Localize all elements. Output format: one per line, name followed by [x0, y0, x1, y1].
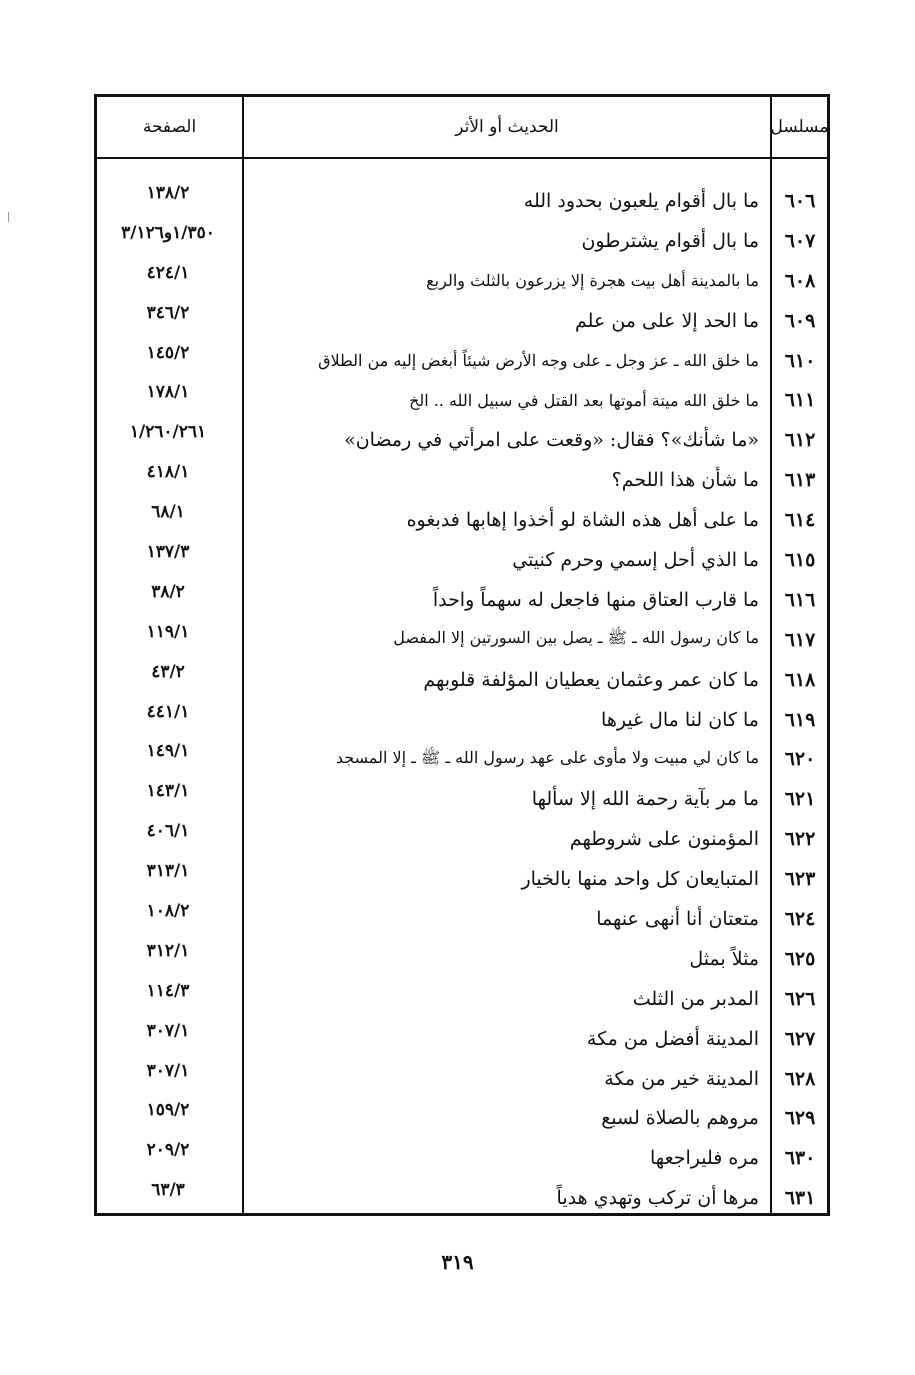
page-number: ٣١٩ [441, 1250, 474, 1274]
serial-cell: ٦٢١ [784, 788, 816, 811]
page-ref-cell: ٣١٢/١ [146, 940, 190, 961]
page-ref-cell: ٣١٣/١ [146, 861, 190, 882]
page-ref-cell: ١٣٧/٣ [146, 541, 190, 562]
hadith-text-cell: ما بال أقوام يشترطون [581, 229, 759, 252]
page-ref-cell: ٣٤٦/٢ [146, 302, 190, 323]
serial-cell: ٦٢٥ [784, 947, 816, 970]
hadith-text-cell: ما كان لي مبيت ولا مأوى على عهد رسول الله ـ ﷺ ـ إلا المسجد [335, 747, 759, 767]
serial-cell: ٦١٠ [784, 349, 816, 372]
serial-cell: ٦٢٨ [784, 1067, 816, 1090]
page-ref-cell: ١١٩/١ [146, 621, 190, 642]
header-hadith-column: الحديث أو الأثر [455, 117, 559, 137]
page-ref-cell: ٣٠٧/١ [146, 1060, 190, 1081]
serial-cell: ٦٢٦ [784, 987, 816, 1010]
serial-cell: ٦٠٨ [784, 269, 816, 292]
serial-cell: ٦٢٩ [784, 1107, 816, 1130]
serial-cell: ٦٢٣ [784, 868, 816, 891]
hadith-text-cell: المدينة أفضل من مكة [586, 1027, 759, 1050]
serial-cell: ٦٠٦ [784, 189, 816, 212]
hadith-text-cell: مره فليراجعها [650, 1147, 759, 1170]
serial-cell: ٦١٨ [784, 668, 816, 691]
header-serial-column: مسلسل [770, 117, 829, 137]
hadith-text-cell: ما كان لنا مال غيرها [601, 708, 759, 731]
page-ref-cell: ٦٨/١ [151, 502, 185, 523]
serial-cell: ٦١٢ [784, 429, 816, 452]
page-ref-cell: ٦٣/٣ [151, 1180, 185, 1201]
page-ref-cell: ٤٤١/١ [146, 701, 190, 722]
hadith-text-cell: ما كان عمر وعثمان يعطيان المؤلفة قلوبهم [423, 668, 759, 691]
serial-cell: ٦١٤ [784, 509, 816, 532]
serial-cell: ٦١٥ [784, 548, 816, 571]
serial-cell: ٦٠٧ [784, 229, 816, 252]
page-ref-cell: ١/٣٥٠و٣/١٢٦ [121, 222, 215, 243]
hadith-index-table [94, 94, 830, 1216]
page-ref-cell: ١٣٨/٢ [146, 182, 190, 203]
hadith-text-cell: ما بال أقوام يلعبون بحدود الله [523, 189, 759, 212]
page-ref-cell: ٤٢٤/١ [146, 262, 190, 283]
margin-mark [8, 212, 9, 222]
hadith-text-cell: مرها أن تركب وتهدي هدياً [556, 1187, 759, 1210]
hadith-text-cell: متعتان أنا أنهى عنهما [596, 907, 759, 930]
serial-cell: ٦١٧ [784, 628, 816, 651]
page-ref-cell: ٢٠٩/٢ [146, 1140, 190, 1161]
hadith-text-cell: ما كان رسول الله ـ ﷺ ـ يصل بين السورتين إلا المفصل [393, 628, 759, 648]
serial-cell: ٦٣١ [784, 1187, 816, 1210]
page-ref-cell: ١٤٣/١ [146, 781, 190, 802]
hadith-text-cell: مروهم بالصلاة لسبع [601, 1107, 759, 1130]
hadith-text-cell: ما قارب العتاق منها فاجعل له سهماً واحداً [432, 588, 759, 611]
page-ref-cell: ٣٨/٢ [151, 581, 185, 602]
serial-cell: ٦١٦ [784, 588, 816, 611]
page-ref-cell: ٣٠٧/١ [146, 1020, 190, 1041]
serial-cell: ٦٣٠ [784, 1147, 816, 1170]
hadith-text-cell: ما شأن هذا اللحم؟ [611, 469, 759, 492]
hadith-text-cell: مثلاً بمثل [689, 947, 759, 970]
hadith-text-cell: المدينة خير من مكة [604, 1067, 759, 1090]
hadith-text-cell: ما خلق الله ـ عز وجل ـ على وجه الأرض شيئاً أبغض إليه من الطلاق [318, 351, 759, 370]
page-ref-cell: ١٠٨/٢ [146, 900, 190, 921]
hadith-text-cell: ما خلق الله ميتة أموتها بعد القتل في سبيل الله .. الخ [408, 390, 759, 410]
header-divider [97, 157, 827, 159]
header-page-column: الصفحة [142, 117, 197, 137]
page-ref-cell: ١٥٩/٢ [146, 1100, 190, 1121]
serial-cell: ٦١٣ [784, 469, 816, 492]
page-ref-cell: ١١٤/٣ [146, 980, 190, 1001]
page-ref-cell: ١٤٥/٢ [146, 342, 190, 363]
serial-cell: ٦٢٧ [784, 1027, 816, 1050]
hadith-text-cell: ما بالمدينة أهل بيت هجرة إلا يزرعون بالثلث والربع [426, 271, 759, 291]
hadith-text-cell: المدبر من الثلث [632, 987, 759, 1010]
page-ref-cell: ١٧٨/١ [146, 382, 190, 403]
page-ref-cell: ١٤٩/١ [146, 741, 190, 762]
page-ref-cell: ٤٠٦/١ [146, 821, 190, 842]
hadith-text-cell: ما مر بآية رحمة الله إلا سألها [531, 788, 759, 811]
serial-cell: ٦٢٤ [784, 907, 816, 930]
serial-cell: ٦٠٩ [784, 309, 816, 332]
serial-cell: ٦١١ [784, 389, 816, 412]
serial-cell: ٦٢٠ [784, 748, 816, 771]
hadith-text-cell: «ما شأنك»؟ فقال: «وقعت على امرأتي في رمضان» [344, 429, 759, 452]
table-row [97, 1178, 827, 1218]
serial-cell: ٦٢٢ [784, 828, 816, 851]
page-ref-cell: ٤٣/٢ [151, 661, 185, 682]
page-ref-cell: ١/٢٦٠/٢٦١ [129, 422, 207, 443]
table-body [97, 181, 827, 1218]
hadith-text-cell: المؤمنون على شروطهم [569, 828, 759, 851]
serial-cell: ٦١٩ [784, 708, 816, 731]
page-ref-cell: ٤١٨/١ [146, 462, 190, 483]
hadith-text-cell: ما على أهل هذه الشاة لو أخذوا إهابها فدبغوه [406, 509, 759, 532]
hadith-text-cell: ما الحد إلا على من علم [575, 309, 759, 332]
hadith-text-cell: ما الذي أحل إسمي وحرم كنيتي [512, 548, 759, 571]
hadith-text-cell: المتبايعان كل واحد منها بالخيار [521, 868, 759, 891]
